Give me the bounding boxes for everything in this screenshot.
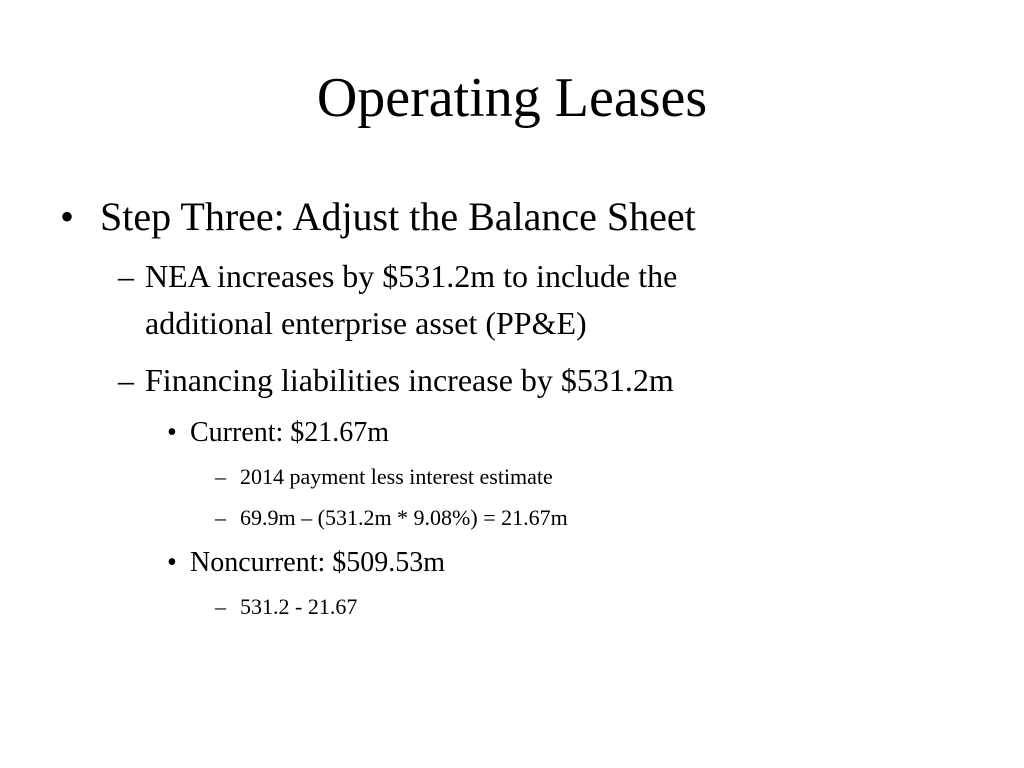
bullet-icon: • xyxy=(60,194,75,239)
dash-icon: – xyxy=(215,594,226,619)
sub-bullet-nea-line2: additional enterprise asset (PP&E) xyxy=(145,305,587,341)
dash-icon: – xyxy=(215,505,226,530)
sub-bullet-financing: Financing liabilities increase by $531.2m xyxy=(145,362,674,398)
detail-noncurrent-calculation: 531.2 - 21.67 xyxy=(240,594,358,619)
bullet-noncurrent: Noncurrent: $509.53m xyxy=(190,547,446,578)
slide-title: Operating Leases xyxy=(316,67,708,129)
bullet-icon: • xyxy=(167,547,177,578)
bullet-current: Current: $21.67m xyxy=(190,417,390,448)
sub-bullet-nea-line1: NEA increases by $531.2m to include the xyxy=(145,258,678,294)
detail-payment-less-interest: 2014 payment less interest estimate xyxy=(240,464,553,489)
detail-current-calculation: 69.9m – (531.2m * 9.08%) = 21.67m xyxy=(240,505,568,530)
dash-icon: – xyxy=(118,258,134,294)
dash-icon: – xyxy=(118,362,134,398)
bullet-step-three: Step Three: Adjust the Balance Sheet xyxy=(100,194,696,239)
dash-icon: – xyxy=(215,464,226,489)
bullet-icon: • xyxy=(167,417,177,448)
